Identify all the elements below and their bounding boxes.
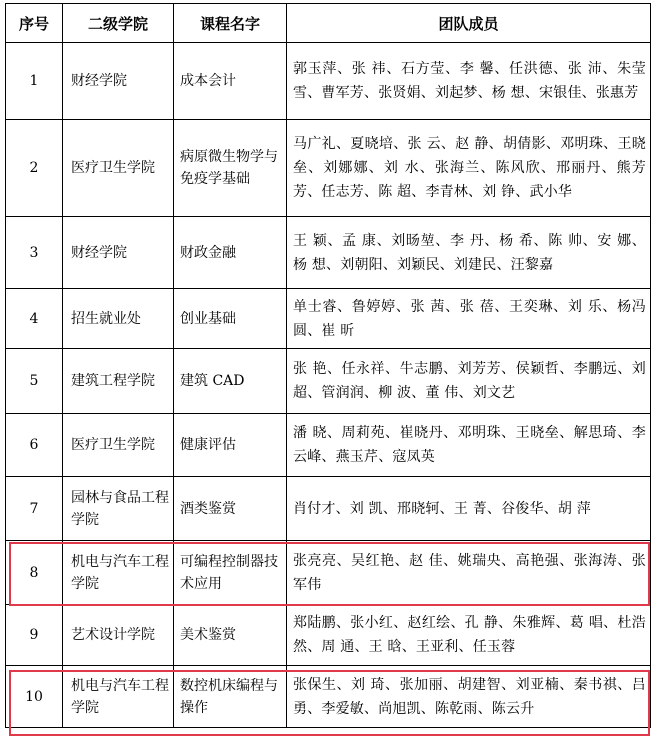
table-row — [6, 666, 651, 728]
table-row — [6, 43, 651, 120]
row-no: 2 — [6, 120, 63, 217]
row-no: 7 — [6, 477, 63, 541]
row-college: 建筑工程学院 — [63, 349, 174, 414]
header-course: 课程名字 — [174, 4, 287, 43]
row-college: 机电与汽车工程学院 — [63, 666, 174, 728]
row-college: 机电与汽车工程学院 — [63, 541, 174, 605]
table-row — [6, 605, 651, 666]
row-course: 健康评估 — [174, 414, 287, 477]
row-team: 张保生、刘 琦、张加丽、胡建智、刘亚楠、秦书祺、吕 勇、李爱敏、尚旭凯、陈乾雨、陈云升 — [287, 666, 651, 728]
row-no: 9 — [6, 605, 63, 666]
row-college: 医疗卫生学院 — [63, 414, 174, 477]
table-row — [6, 414, 651, 477]
row-no: 6 — [6, 414, 63, 477]
row-team: 张 艳、任永祥、牛志鹏、刘芳芳、侯颖哲、李鹏远、刘 超、管润润、柳 波、董 伟、刘文艺 — [287, 349, 651, 414]
row-course: 病原微生物学与免疫学基础 — [174, 120, 287, 217]
header-team: 团队成员 — [287, 4, 651, 43]
row-no: 8 — [6, 541, 63, 605]
row-team: 肖付才、刘 凯、邢晓轲、王 菁、谷俊华、胡 萍 — [287, 477, 651, 541]
row-team: 郑陆鹏、张小红、赵红绘、孔 静、朱雅辉、葛 唱、杜浩然、周 通、王 晗、王亚利、任玉蓉 — [287, 605, 651, 666]
row-team: 郭玉萍、张 祎、石方莹、李 馨、任洪德、张 沛、朱莹雪、曹军芳、张贤娟、刘起梦、杨 想、宋银佳、张惠芳 — [287, 43, 651, 120]
row-course: 酒类鉴赏 — [174, 477, 287, 541]
header-college: 二级学院 — [63, 4, 174, 43]
row-college: 医疗卫生学院 — [63, 120, 174, 217]
table-row — [6, 541, 651, 605]
table-row — [6, 289, 651, 349]
row-no: 5 — [6, 349, 63, 414]
table-row — [6, 120, 651, 217]
row-college: 招生就业处 — [63, 289, 174, 349]
row-no: 4 — [6, 289, 63, 349]
row-course: 可编程控制器技术应用 — [174, 541, 287, 605]
team-table — [5, 3, 651, 728]
row-college: 财经学院 — [63, 217, 174, 289]
row-college: 财经学院 — [63, 43, 174, 120]
table-row — [6, 477, 651, 541]
row-course: 成本会计 — [174, 43, 287, 120]
table-header-row — [6, 4, 651, 43]
row-no: 1 — [6, 43, 63, 120]
row-course: 建筑 CAD — [174, 349, 287, 414]
table-row — [6, 349, 651, 414]
row-course: 创业基础 — [174, 289, 287, 349]
row-no: 3 — [6, 217, 63, 289]
row-team: 潘 晓、周莉苑、崔晓丹、邓明珠、王晓垒、解思琦、李云峰、燕玉芹、寇凤英 — [287, 414, 651, 477]
row-course: 财政金融 — [174, 217, 287, 289]
row-course: 美术鉴赏 — [174, 605, 287, 666]
row-college: 园林与食品工程学院 — [63, 477, 174, 541]
row-course: 数控机床编程与操作 — [174, 666, 287, 728]
row-college: 艺术设计学院 — [63, 605, 174, 666]
row-team: 张亮亮、吴红艳、赵 佳、姚瑞央、高艳强、张海涛、张军伟 — [287, 541, 651, 605]
row-team: 马广礼、夏晓培、张 云、赵 静、胡倩影、邓明珠、王晓垒、刘娜娜、刘 水、张海兰、陈风欣、邢丽丹、熊芳芳、任志芳、陈 超、李青林、刘 铮、武小华 — [287, 120, 651, 217]
table-row — [6, 217, 651, 289]
header-no: 序号 — [6, 4, 63, 43]
row-team: 单士睿、鲁婷婷、张 茜、张 蓓、王奕琳、刘 乐、杨冯圆、崔 昕 — [287, 289, 651, 349]
row-team: 王 颖、孟 康、刘旸堃、李 丹、杨 希、陈 帅、安 娜、杨 想、刘朝阳、刘颖民、刘建民、汪黎嘉 — [287, 217, 651, 289]
row-no: 10 — [6, 666, 63, 728]
